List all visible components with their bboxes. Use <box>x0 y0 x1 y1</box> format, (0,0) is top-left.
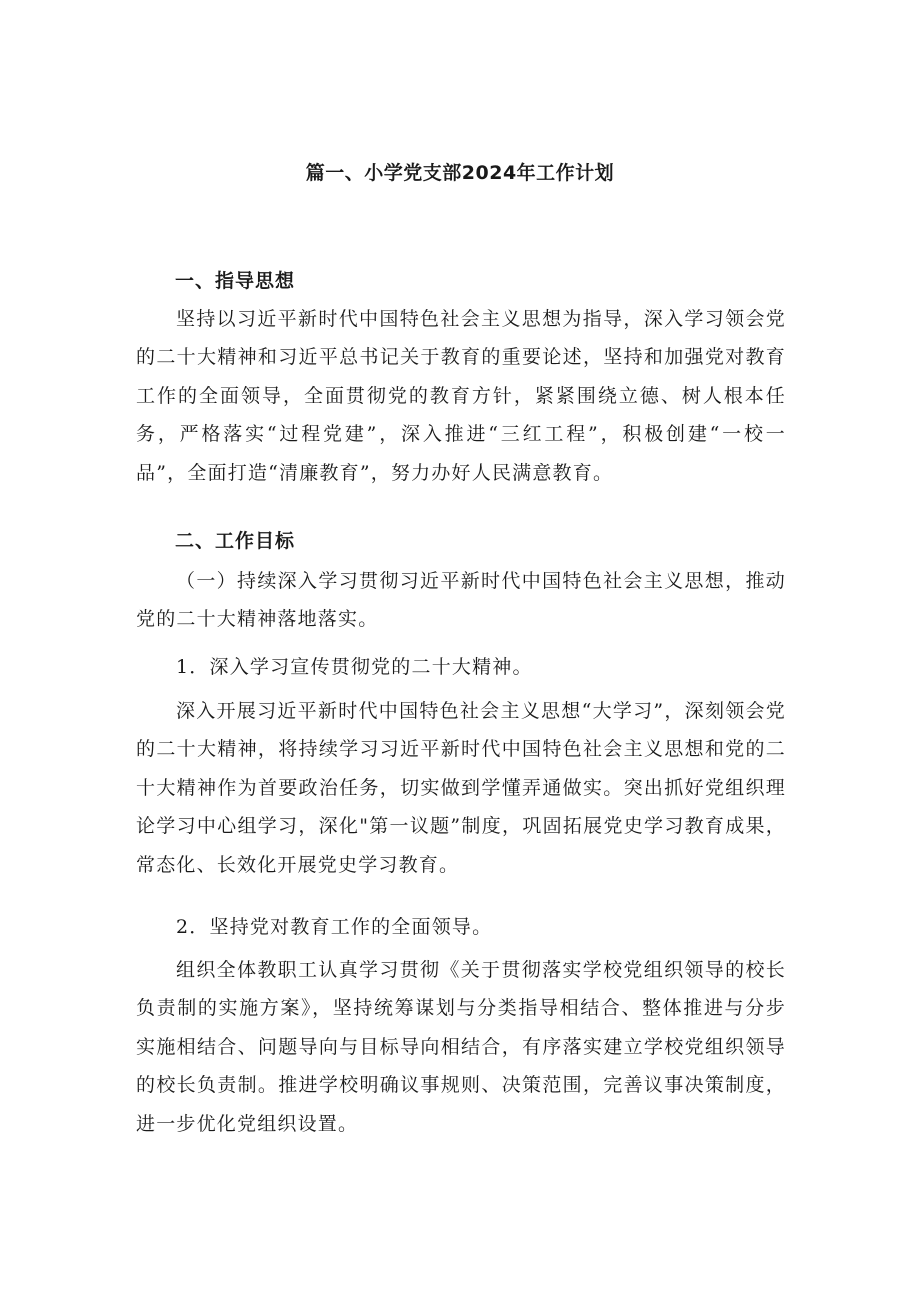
subheading-goal-1: （一）持续深入学习贯彻习近平新时代中国特色社会主义思想，推动党的二十大精神落地落实。 <box>136 570 786 631</box>
item-1-body: 深入开展习近平新时代中国特色社会主义思想“大学习”，深刻领会党的二十大精神，将持续学习习近平新时代中国特色社会主义思想和党的二十大精神作为首要政治任务，切实做到学懂弄通做实。突出抓好党组织理论学习中心组学习，深化"第一议题”制度，巩固拓展党史学习教育成果，常态化、长效化开展党史学习教育。 <box>136 700 786 876</box>
section-heading-work-goals: 二、工作目标 <box>175 530 296 552</box>
item-2-body: 组织全体教职工认真学习贯彻《关于贯彻落实学校党组织领导的校长负责制的实施方案》，坚持统筹谋划与分类指导相结合、整体推进与分步实施相结合、问题导向与目标导向相结合，有序落实建立学校党组织领导的校长负责制。推进学校明确议事规则、决策范围，完善议事决策制度，进一步优化党组织设置。 <box>136 959 786 1135</box>
item-1-title: 1．深入学习宣传贯彻党的二十大精神。 <box>176 656 533 678</box>
paragraph-guiding-ideology: 坚持以习近平新时代中国特色社会主义思想为指导，深入学习领会党的二十大精神和习近平总书记关于教育的重要论述，坚持和加强党对教育工作的全面领导，全面贯彻党的教育方针，紧紧围绕立德、树人根本任务，严格落实“过程党建”，深入推进“三红工程”，积极创建“一校一品”，全面打造“清廉教育”，努力办好人民满意教育。 <box>136 308 786 484</box>
item-2-title: 2．坚持党对教育工作的全面领导。 <box>176 916 493 938</box>
section-heading-guiding-ideology: 一、指导思想 <box>175 270 296 292</box>
document-title: 篇一、小学党支部2024年工作计划 <box>305 162 615 184</box>
